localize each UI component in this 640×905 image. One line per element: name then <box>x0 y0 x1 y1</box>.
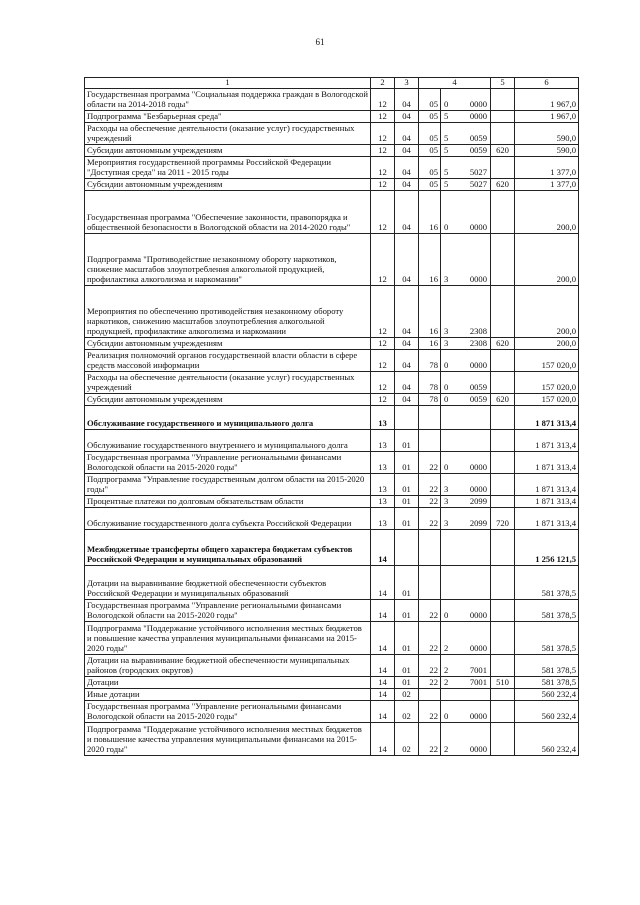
row-name-cell: Дотации на выравнивание бюджетной обеспеченности муниципальных районов (городских округов) <box>85 655 371 677</box>
row-program-code-cell: 22 <box>419 600 441 622</box>
table-row <box>85 530 579 566</box>
row-program-code-cell: 22 <box>419 723 441 756</box>
header-cell: 1 <box>85 78 371 89</box>
row-program-code-cell: 05 <box>419 111 441 123</box>
row-program-code-cell <box>419 566 441 600</box>
row-name-cell: Подпрограмма "Безбарьерная среда" <box>85 111 371 123</box>
row-amount-cell: 1 256 121,5 <box>515 530 579 566</box>
row-subsection-cell: 01 <box>395 452 419 474</box>
table-row <box>85 723 579 756</box>
row-program-code-cell: 16 <box>419 234 441 286</box>
row-subsection-cell: 01 <box>395 677 419 689</box>
row-subprogram-digit: 3 <box>444 496 449 507</box>
row-subprogram-digit: 2 <box>444 744 449 755</box>
row-target-code-cell <box>441 372 491 394</box>
row-program-code-cell: 22 <box>419 474 441 496</box>
row-target-code-cell <box>441 496 491 508</box>
row-program-code-cell: 22 <box>419 655 441 677</box>
row-section-cell: 13 <box>371 474 395 496</box>
row-subsection-cell: 04 <box>395 286 419 338</box>
table-row <box>85 566 579 600</box>
row-name-cell: Обслуживание государственного и муниципального долга <box>85 406 371 430</box>
row-subsection-cell: 01 <box>395 430 419 452</box>
row-direction-code: 0000 <box>469 711 488 722</box>
row-subsection-cell: 02 <box>395 701 419 723</box>
row-subsection-cell: 04 <box>395 338 419 350</box>
row-program-code-cell: 05 <box>419 157 441 179</box>
row-program-code-cell: 05 <box>419 179 441 191</box>
row-direction-code: 0000 <box>469 462 488 473</box>
row-expense-type-cell: 510 <box>491 677 515 689</box>
row-program-code-cell: 05 <box>419 89 441 111</box>
row-direction-code: 0059 <box>469 133 488 144</box>
row-section-cell: 12 <box>371 372 395 394</box>
table-row <box>85 179 579 191</box>
table-row <box>85 496 579 508</box>
row-program-code-cell: 05 <box>419 123 441 145</box>
row-subsection-cell <box>395 530 419 566</box>
row-expense-type-cell: 620 <box>491 394 515 406</box>
header-cell: 4 <box>419 78 491 89</box>
row-expense-type-cell <box>491 111 515 123</box>
row-subprogram-digit: 3 <box>444 518 449 529</box>
row-direction-code: 0059 <box>469 145 488 156</box>
row-target-code-cell <box>441 338 491 350</box>
row-target-code-cell <box>441 123 491 145</box>
row-target-code-cell <box>441 474 491 496</box>
row-subsection-cell: 01 <box>395 566 419 600</box>
table-row <box>85 111 579 123</box>
row-amount-cell: 157 020,0 <box>515 394 579 406</box>
row-direction-code: 0000 <box>469 222 488 233</box>
row-direction-code: 2308 <box>469 326 488 337</box>
row-expense-type-cell <box>491 406 515 430</box>
row-name-cell: Дотации на выравнивание бюджетной обеспеченности субъектов Российской Федерации и муниципальных образований <box>85 566 371 600</box>
row-subsection-cell: 01 <box>395 655 419 677</box>
row-target-code-cell <box>441 145 491 157</box>
row-direction-code: 5027 <box>469 167 488 178</box>
row-direction-code: 0059 <box>469 382 488 393</box>
row-section-cell: 14 <box>371 622 395 655</box>
row-name-cell: Субсидии автономным учреждениям <box>85 145 371 157</box>
row-name-cell: Расходы на обеспечение деятельности (оказание услуг) государственных учреждений <box>85 372 371 394</box>
row-section-cell: 14 <box>371 566 395 600</box>
table-row <box>85 622 579 655</box>
row-name-cell: Мероприятия по обеспечению противодействия незаконному обороту наркотиков, снижению масштабов злоупотребления алкогольной продукцией, профилактике алкоголизма и наркомании <box>85 286 371 338</box>
row-program-code-cell: 16 <box>419 191 441 234</box>
table-row <box>85 145 579 157</box>
row-amount-cell: 157 020,0 <box>515 350 579 372</box>
row-target-code-cell <box>441 452 491 474</box>
row-direction-code: 0000 <box>469 610 488 621</box>
row-subsection-cell: 04 <box>395 89 419 111</box>
row-subsection-cell: 04 <box>395 234 419 286</box>
table-row <box>85 701 579 723</box>
row-subprogram-digit: 3 <box>444 484 449 495</box>
row-section-cell: 12 <box>371 123 395 145</box>
row-expense-type-cell <box>491 372 515 394</box>
row-amount-cell: 1 377,0 <box>515 179 579 191</box>
row-subsection-cell: 04 <box>395 350 419 372</box>
row-subprogram-digit: 0 <box>444 462 449 473</box>
row-amount-cell: 200,0 <box>515 286 579 338</box>
row-section-cell: 13 <box>371 430 395 452</box>
row-subprogram-digit: 3 <box>444 326 449 337</box>
row-expense-type-cell <box>491 496 515 508</box>
row-subprogram-digit: 5 <box>444 145 449 156</box>
table-row <box>85 372 579 394</box>
row-section-cell: 14 <box>371 701 395 723</box>
row-target-code-cell <box>441 157 491 179</box>
row-expense-type-cell <box>491 430 515 452</box>
row-amount-cell: 560 232,4 <box>515 689 579 701</box>
row-program-code-cell: 05 <box>419 145 441 157</box>
row-expense-type-cell <box>491 89 515 111</box>
row-subprogram-digit: 5 <box>444 179 449 190</box>
row-section-cell: 12 <box>371 89 395 111</box>
row-name-cell: Подпрограмма "Противодействие незаконному обороту наркотиков, снижение масштабов злоупотребления алкогольной продукцией, профилактика алкоголизма и наркомании" <box>85 234 371 286</box>
row-amount-cell: 590,0 <box>515 145 579 157</box>
row-subprogram-digit: 0 <box>444 99 449 110</box>
row-direction-code: 2308 <box>469 338 488 349</box>
row-name-cell: Подпрограмма "Поддержание устойчивого исполнения местных бюджетов и повышение качества управления муниципальными финансами на 2015-2020 годы" <box>85 723 371 756</box>
row-expense-type-cell: 720 <box>491 508 515 530</box>
row-name-cell: Расходы на обеспечение деятельности (оказание услуг) государственных учреждений <box>85 123 371 145</box>
row-section-cell: 13 <box>371 508 395 530</box>
row-target-code-cell <box>441 566 491 600</box>
row-expense-type-cell <box>491 123 515 145</box>
row-target-code-cell <box>441 234 491 286</box>
row-amount-cell: 200,0 <box>515 191 579 234</box>
row-section-cell: 12 <box>371 350 395 372</box>
row-section-cell: 12 <box>371 157 395 179</box>
row-section-cell: 12 <box>371 338 395 350</box>
table-row <box>85 677 579 689</box>
row-program-code-cell <box>419 406 441 430</box>
row-program-code-cell: 78 <box>419 372 441 394</box>
row-program-code-cell: 22 <box>419 701 441 723</box>
row-amount-cell: 581 378,5 <box>515 655 579 677</box>
table-row <box>85 430 579 452</box>
row-expense-type-cell <box>491 689 515 701</box>
row-subprogram-digit: 2 <box>444 677 449 688</box>
row-subsection-cell <box>395 406 419 430</box>
row-expense-type-cell <box>491 452 515 474</box>
row-expense-type-cell <box>491 530 515 566</box>
row-amount-cell: 157 020,0 <box>515 372 579 394</box>
row-target-code-cell <box>441 111 491 123</box>
row-program-code-cell: 22 <box>419 508 441 530</box>
row-section-cell: 14 <box>371 689 395 701</box>
row-target-code-cell <box>441 622 491 655</box>
row-program-code-cell: 16 <box>419 286 441 338</box>
row-amount-cell: 200,0 <box>515 234 579 286</box>
row-subsection-cell: 04 <box>395 157 419 179</box>
row-direction-code: 0000 <box>469 643 488 654</box>
table-row <box>85 600 579 622</box>
row-subsection-cell: 01 <box>395 600 419 622</box>
row-subprogram-digit: 0 <box>444 360 449 371</box>
row-amount-cell: 560 232,4 <box>515 723 579 756</box>
row-subprogram-digit: 5 <box>444 167 449 178</box>
row-name-cell: Иные дотации <box>85 689 371 701</box>
row-direction-code: 2099 <box>469 518 488 529</box>
row-subsection-cell: 04 <box>395 372 419 394</box>
table-row <box>85 191 579 234</box>
row-section-cell: 14 <box>371 600 395 622</box>
row-amount-cell: 560 232,4 <box>515 701 579 723</box>
row-expense-type-cell: 620 <box>491 179 515 191</box>
row-target-code-cell <box>441 430 491 452</box>
row-amount-cell: 581 378,5 <box>515 566 579 600</box>
row-subsection-cell: 04 <box>395 191 419 234</box>
row-target-code-cell <box>441 179 491 191</box>
row-subsection-cell: 04 <box>395 394 419 406</box>
row-program-code-cell <box>419 689 441 701</box>
row-subsection-cell: 02 <box>395 689 419 701</box>
row-amount-cell: 581 378,5 <box>515 622 579 655</box>
row-amount-cell: 1 871 313,4 <box>515 452 579 474</box>
row-direction-code: 0000 <box>469 274 488 285</box>
row-name-cell: Подпрограмма "Управление государственным долгом области на 2015-2020 годы" <box>85 474 371 496</box>
row-name-cell: Мероприятия государственной программы Российской Федерации "Доступная среда" на 2011 - 2015 годы <box>85 157 371 179</box>
row-subsection-cell: 01 <box>395 508 419 530</box>
row-amount-cell: 581 378,5 <box>515 677 579 689</box>
table-row <box>85 452 579 474</box>
row-expense-type-cell <box>491 622 515 655</box>
row-subsection-cell: 04 <box>395 111 419 123</box>
row-subsection-cell: 01 <box>395 622 419 655</box>
row-subprogram-digit: 0 <box>444 610 449 621</box>
row-expense-type-cell: 620 <box>491 338 515 350</box>
row-amount-cell: 1 871 313,4 <box>515 508 579 530</box>
table-row <box>85 474 579 496</box>
row-program-code-cell <box>419 430 441 452</box>
row-target-code-cell <box>441 723 491 756</box>
row-subprogram-digit: 0 <box>444 711 449 722</box>
row-program-code-cell: 78 <box>419 350 441 372</box>
row-name-cell: Процентные платежи по долговым обязательствам области <box>85 496 371 508</box>
row-subsection-cell: 02 <box>395 723 419 756</box>
row-section-cell: 12 <box>371 145 395 157</box>
row-name-cell: Реализация полномочий органов государственной власти области в сфере средств массовой информации <box>85 350 371 372</box>
row-subprogram-digit: 0 <box>444 222 449 233</box>
row-expense-type-cell <box>491 234 515 286</box>
row-expense-type-cell: 620 <box>491 145 515 157</box>
row-target-code-cell <box>441 89 491 111</box>
row-expense-type-cell <box>491 157 515 179</box>
row-name-cell: Субсидии автономным учреждениям <box>85 338 371 350</box>
table-row <box>85 689 579 701</box>
row-target-code-cell <box>441 508 491 530</box>
row-target-code-cell <box>441 350 491 372</box>
row-name-cell: Обслуживание государственного внутреннего и муниципального долга <box>85 430 371 452</box>
budget-table <box>84 77 579 756</box>
row-name-cell: Государственная программа "Управление региональными финансами Вологодской области на 2015-2020 годы" <box>85 600 371 622</box>
row-amount-cell: 1 871 313,4 <box>515 496 579 508</box>
table-row <box>85 350 579 372</box>
row-target-code-cell <box>441 394 491 406</box>
table-row <box>85 89 579 111</box>
row-subprogram-digit: 2 <box>444 665 449 676</box>
row-expense-type-cell <box>491 566 515 600</box>
row-direction-code: 0000 <box>469 99 488 110</box>
row-section-cell: 12 <box>371 191 395 234</box>
row-direction-code: 0000 <box>469 484 488 495</box>
row-subsection-cell: 04 <box>395 145 419 157</box>
row-amount-cell: 1 871 313,4 <box>515 430 579 452</box>
row-subsection-cell: 04 <box>395 123 419 145</box>
row-direction-code: 5027 <box>469 179 488 190</box>
table-row <box>85 406 579 430</box>
table-row <box>85 655 579 677</box>
row-target-code-cell <box>441 677 491 689</box>
header-cell: 2 <box>371 78 395 89</box>
row-direction-code: 2099 <box>469 496 488 507</box>
row-program-code-cell: 22 <box>419 496 441 508</box>
row-name-cell: Обслуживание государственного долга субъекта Российской Федерации <box>85 508 371 530</box>
row-subprogram-digit: 5 <box>444 111 449 122</box>
row-subprogram-digit: 5 <box>444 133 449 144</box>
row-program-code-cell <box>419 530 441 566</box>
row-subsection-cell: 01 <box>395 496 419 508</box>
row-section-cell: 12 <box>371 394 395 406</box>
row-expense-type-cell <box>491 723 515 756</box>
row-amount-cell: 1 871 313,4 <box>515 406 579 430</box>
row-amount-cell: 200,0 <box>515 338 579 350</box>
row-direction-code: 0000 <box>469 744 488 755</box>
row-amount-cell: 1 377,0 <box>515 157 579 179</box>
row-section-cell: 13 <box>371 496 395 508</box>
row-direction-code: 0000 <box>469 360 488 371</box>
row-target-code-cell <box>441 406 491 430</box>
row-name-cell: Дотации <box>85 677 371 689</box>
row-expense-type-cell <box>491 286 515 338</box>
row-section-cell: 14 <box>371 677 395 689</box>
row-expense-type-cell <box>491 600 515 622</box>
table-row <box>85 157 579 179</box>
row-target-code-cell <box>441 191 491 234</box>
row-program-code-cell: 22 <box>419 677 441 689</box>
row-amount-cell: 1 871 313,4 <box>515 474 579 496</box>
row-direction-code: 7001 <box>469 677 488 688</box>
row-name-cell: Субсидии автономным учреждениям <box>85 394 371 406</box>
row-subsection-cell: 01 <box>395 474 419 496</box>
row-name-cell: Государственная программа "Управление региональными финансами Вологодской области на 2015-2020 годы" <box>85 701 371 723</box>
table-row <box>85 123 579 145</box>
row-subprogram-digit: 2 <box>444 643 449 654</box>
row-subprogram-digit: 3 <box>444 274 449 285</box>
table-row <box>85 508 579 530</box>
row-expense-type-cell <box>491 474 515 496</box>
row-direction-code: 7001 <box>469 665 488 676</box>
row-target-code-cell <box>441 286 491 338</box>
row-amount-cell: 581 378,5 <box>515 600 579 622</box>
row-program-code-cell: 22 <box>419 622 441 655</box>
row-name-cell: Государственная программа "Управление региональными финансами Вологодской области на 2015-2020 годы" <box>85 452 371 474</box>
row-target-code-cell <box>441 689 491 701</box>
row-target-code-cell <box>441 600 491 622</box>
row-program-code-cell: 16 <box>419 338 441 350</box>
header-row <box>85 78 579 89</box>
row-section-cell: 12 <box>371 111 395 123</box>
row-section-cell: 13 <box>371 406 395 430</box>
row-subsection-cell: 04 <box>395 179 419 191</box>
row-amount-cell: 1 967,0 <box>515 89 579 111</box>
row-section-cell: 12 <box>371 179 395 191</box>
header-cell: 5 <box>491 78 515 89</box>
row-section-cell: 13 <box>371 452 395 474</box>
row-program-code-cell: 22 <box>419 452 441 474</box>
table-row <box>85 234 579 286</box>
page-number: 61 <box>315 37 325 47</box>
row-amount-cell: 1 967,0 <box>515 111 579 123</box>
row-direction-code: 0000 <box>469 111 488 122</box>
row-target-code-cell <box>441 701 491 723</box>
row-section-cell: 12 <box>371 234 395 286</box>
row-expense-type-cell <box>491 191 515 234</box>
table-row <box>85 286 579 338</box>
row-direction-code: 0059 <box>469 394 488 405</box>
row-amount-cell: 590,0 <box>515 123 579 145</box>
row-target-code-cell <box>441 530 491 566</box>
row-section-cell: 14 <box>371 723 395 756</box>
row-target-code-cell <box>441 655 491 677</box>
row-subprogram-digit: 0 <box>444 394 449 405</box>
row-name-cell: Подпрограмма "Поддержание устойчивого исполнения местных бюджетов и повышение качества управления муниципальными финансами на 2015-2020 годы" <box>85 622 371 655</box>
row-subprogram-digit: 3 <box>444 338 449 349</box>
row-name-cell: Субсидии автономным учреждениям <box>85 179 371 191</box>
row-name-cell: Государственная программа "Социальная поддержка граждан в Вологодской области на 2014-2018 годы" <box>85 89 371 111</box>
row-expense-type-cell <box>491 701 515 723</box>
table-row <box>85 338 579 350</box>
row-expense-type-cell <box>491 655 515 677</box>
header-cell: 6 <box>515 78 579 89</box>
row-section-cell: 12 <box>371 286 395 338</box>
row-name-cell: Государственная программа "Обеспечение законности, правопорядка и общественной безопасности в Вологодской области на 2014-2020 годы" <box>85 191 371 234</box>
header-cell: 3 <box>395 78 419 89</box>
table-row <box>85 394 579 406</box>
row-name-cell: Межбюджетные трансферты общего характера бюджетам субъектов Российской Федерации и муниципальных образований <box>85 530 371 566</box>
row-expense-type-cell <box>491 350 515 372</box>
row-section-cell: 14 <box>371 655 395 677</box>
row-section-cell: 14 <box>371 530 395 566</box>
row-program-code-cell: 78 <box>419 394 441 406</box>
row-subprogram-digit: 0 <box>444 382 449 393</box>
